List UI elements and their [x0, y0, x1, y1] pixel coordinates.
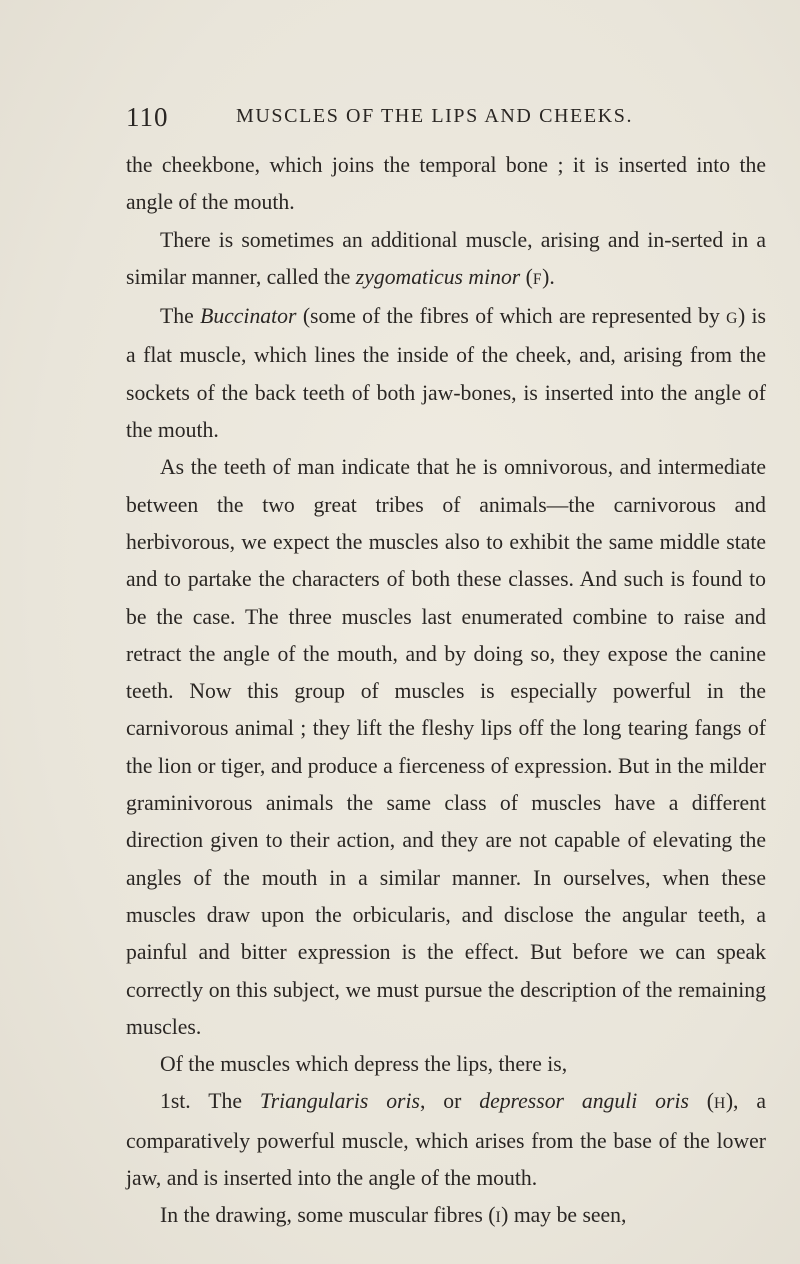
paragraph-text: There is sometimes an additional muscle, arising and in-serted in a similar manner, called the	[126, 227, 766, 289]
paragraph-text: ) is a flat muscle, which lines the inside of the cheek, and, arising from the sockets of the back teeth of both jaw-bones, is inserted into the angle of the mouth.	[126, 304, 766, 443]
paragraph-text: ), a comparatively powerful muscle, which arises from the base of the lower jaw, and is inserted into the angle of the mouth.	[126, 1089, 766, 1191]
paragraph-text: ) may be seen,	[501, 1203, 627, 1228]
body-text	[126, 147, 766, 1237]
figure-reference: G	[726, 310, 738, 328]
muscle-term: zygomaticus minor	[355, 264, 521, 289]
paragraph-text: In the drawing, some muscular fibres (	[160, 1203, 496, 1228]
paragraph-text: As the teeth of man indicate that he is omnivorous, and intermediate between the two great tribes of animals—the carnivorous and herbivorous, we expect the muscles also to exhibit the same middle state and to partake the characters of both these classes. And such is found to be the case. The three muscles last enumerated combine to raise and retract the angle of the mouth, and by doing so, they expose the canine teeth. Now this group of muscles is especially powerful in the carnivorous animal ; they lift the fleshy lips off the long tearing fangs of the lion or tiger, and produce a fierceness of expression. But in the milder graminivorous animals the same class of muscles have a different direction given to their action, and they are not capable of elevating the angles of the mouth in a similar manner. In ourselves, when these muscles draw upon the orbicularis, and disclose the angular teeth, a painful and bitter expression is the effect. But before we can speak correctly on this subject, we must pursue the description of the remaining muscles.	[126, 455, 766, 1039]
paragraph-text: (	[520, 264, 533, 289]
paragraph	[126, 1197, 766, 1236]
paragraph-text: ).	[542, 264, 555, 289]
muscle-term: depressor anguli oris	[479, 1089, 689, 1114]
paragraph-text: , or	[419, 1089, 480, 1114]
figure-reference: F	[532, 270, 543, 288]
paragraph	[126, 449, 766, 1046]
paragraph-text: The	[160, 304, 201, 329]
paragraph-text: 1st. The	[160, 1089, 260, 1114]
paragraph	[126, 1046, 766, 1083]
paragraph	[126, 298, 766, 449]
figure-reference: I	[495, 1209, 502, 1227]
paragraph	[126, 147, 766, 222]
paragraph	[126, 1083, 766, 1197]
muscle-term: Triangularis oris	[259, 1089, 420, 1114]
paragraph-text: (some of the fibres of which are represented by	[296, 304, 727, 329]
paragraph	[126, 222, 766, 299]
running-title: MUSCLES OF THE LIPS AND CHEEKS.	[236, 105, 634, 127]
page-number: 110	[126, 102, 169, 132]
figure-reference: H	[714, 1095, 726, 1113]
running-head	[126, 102, 766, 138]
paragraph-text: Of the muscles which depress the lips, there is,	[160, 1052, 568, 1077]
paragraph-text: (	[688, 1089, 715, 1114]
paragraph-text: the cheekbone, which joins the temporal bone ; it is inserted into the angle of the mouth.	[126, 153, 766, 215]
muscle-term: Buccinator	[200, 304, 297, 329]
